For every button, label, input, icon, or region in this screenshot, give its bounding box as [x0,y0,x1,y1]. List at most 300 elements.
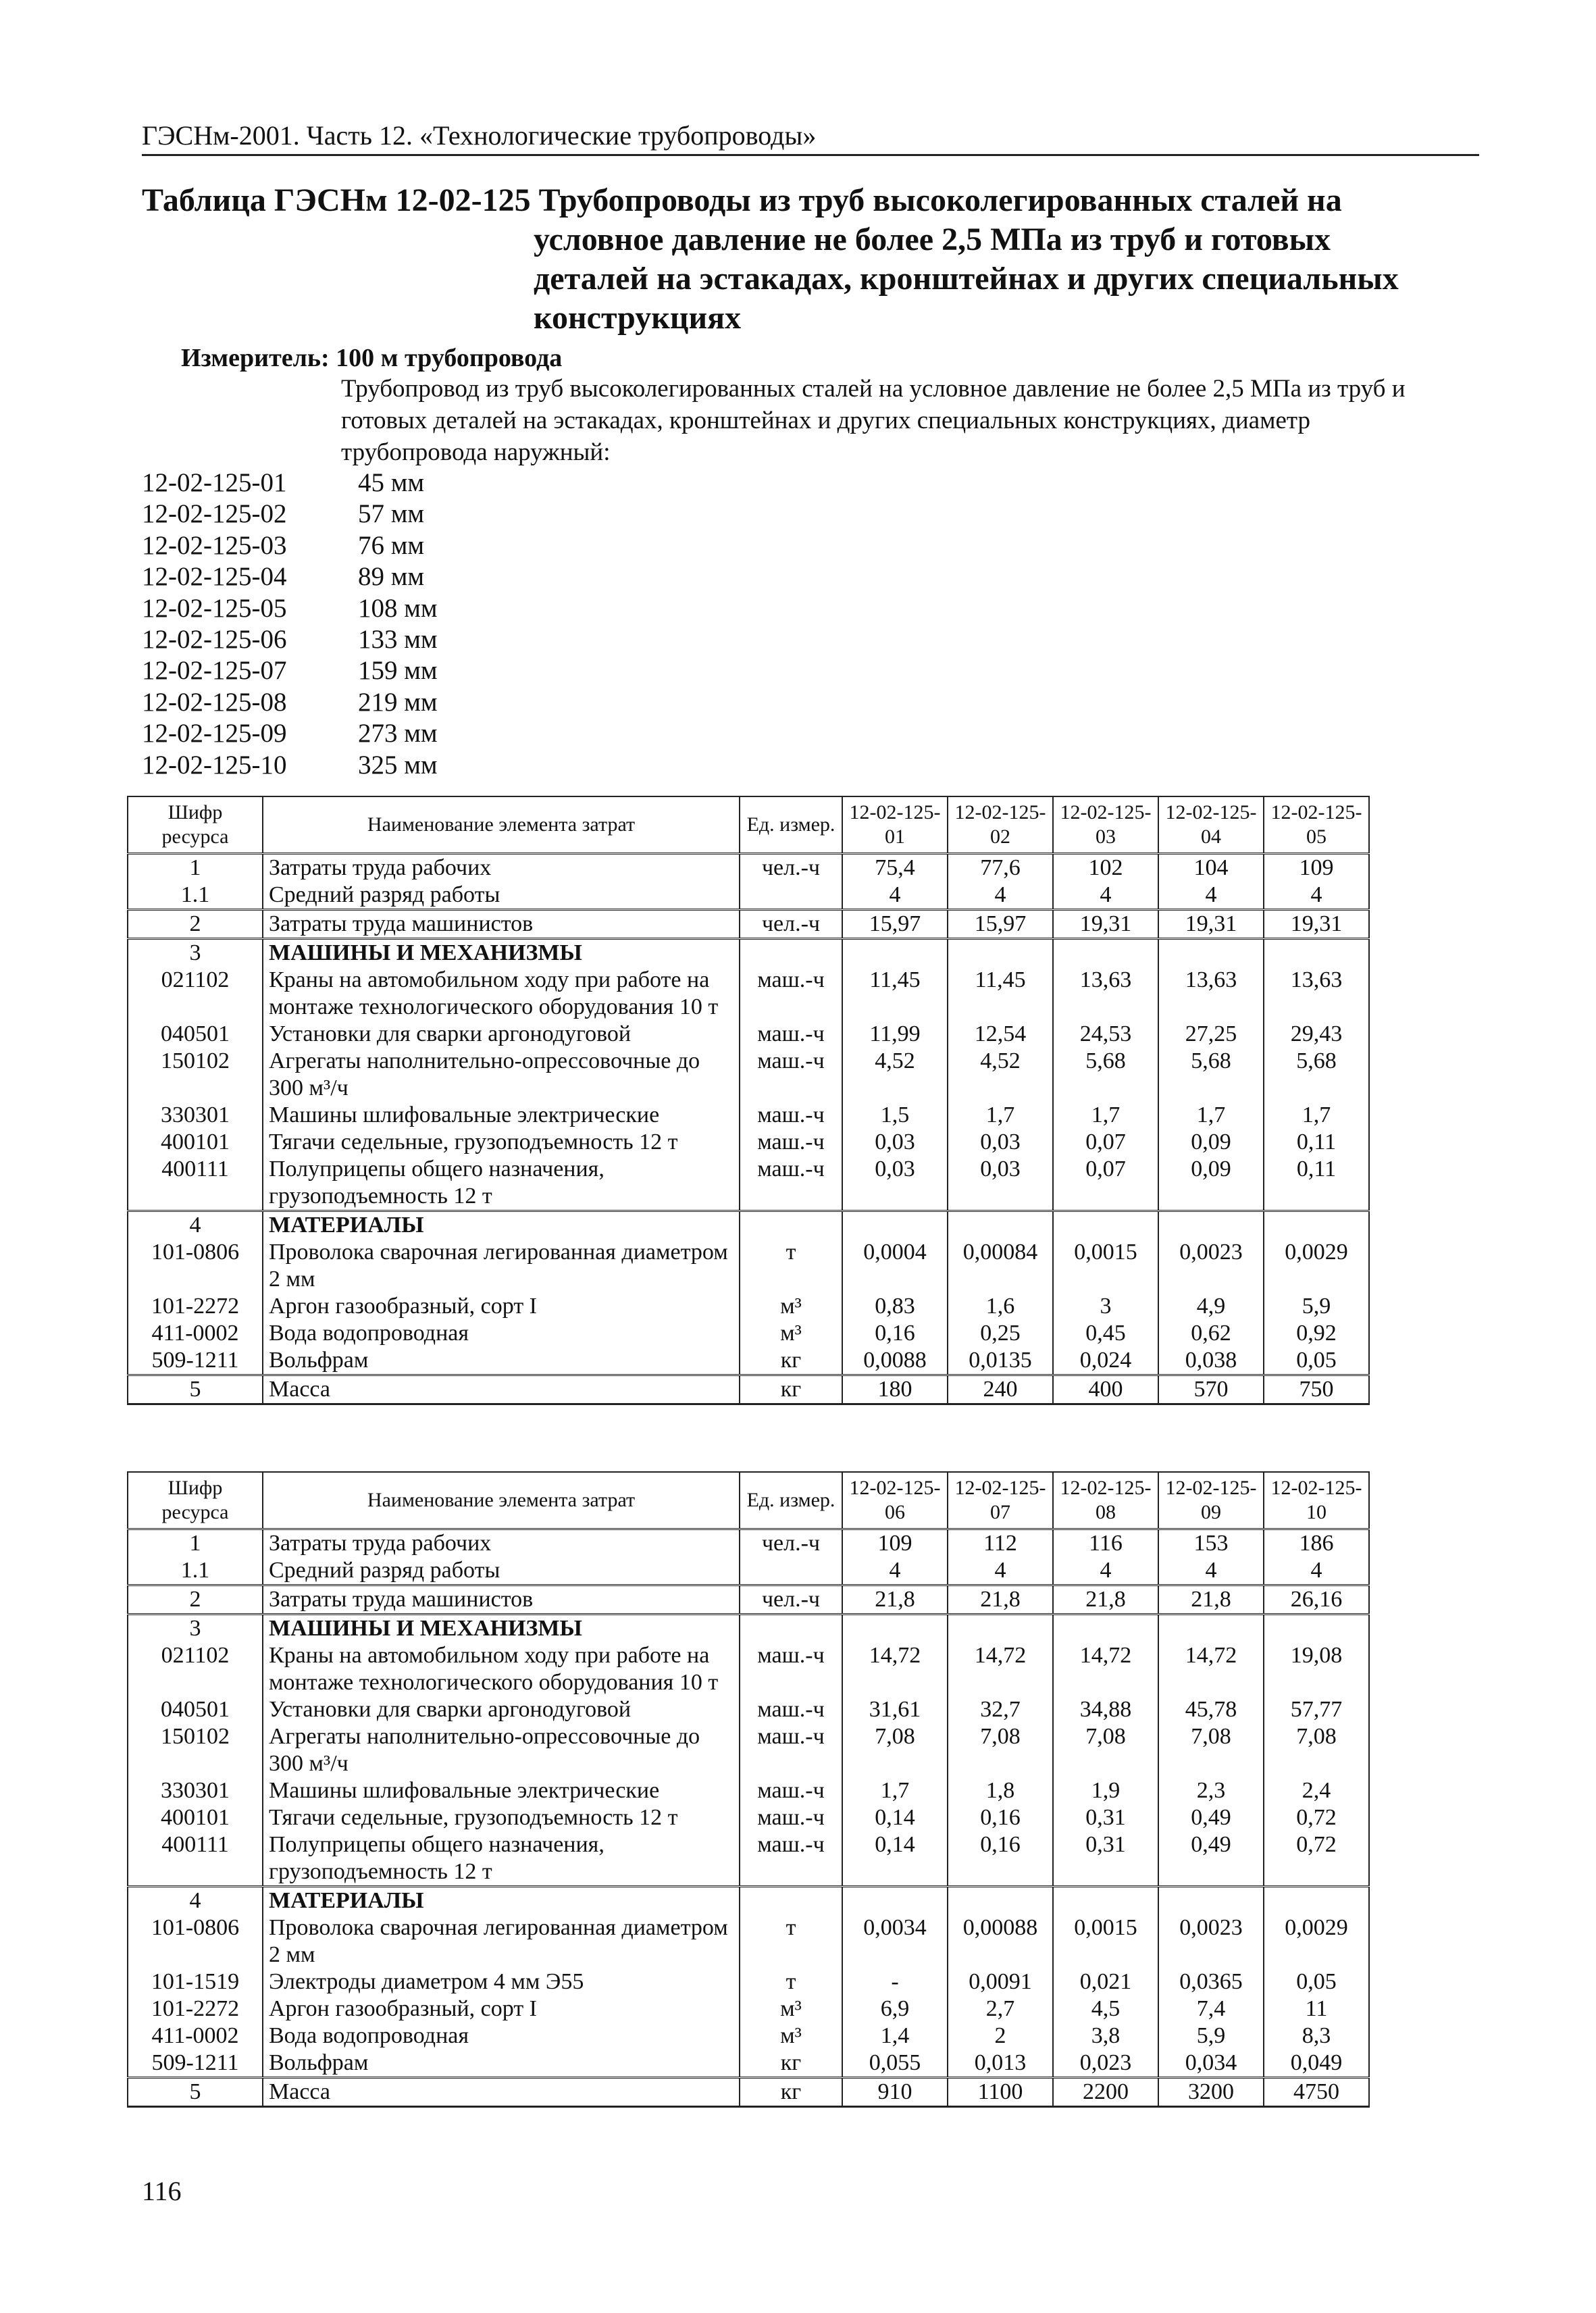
table-row [128,1914,1369,1968]
cost-element-name: МАШИНЫ И МЕХАНИЗМЫ [263,1615,740,1643]
norm-value: 0,034 [1158,2050,1264,2078]
norm-value: 0,03 [948,1129,1053,1156]
resource-code: 400111 [128,1831,263,1887]
cost-element-name: Средний разряд работы [263,882,740,910]
unit: м³ [740,2023,842,2050]
table-row [128,1156,1369,1211]
table-row [128,2050,1369,2078]
table-row [128,1347,1369,1375]
resource-code: 1 [128,854,263,882]
norm-value: 0,0023 [1158,1914,1264,1968]
resource-code: 4 [128,1211,263,1240]
table-row [128,2023,1369,2050]
norm-value: 1,7 [948,1102,1053,1129]
resource-code: 101-2272 [128,1293,263,1320]
header-unit: Ед. измер. [740,796,842,854]
table-row [128,1021,1369,1048]
norm-value: 1,7 [1264,1102,1369,1129]
code-id: 12-02-125-10 [142,750,287,780]
code-id: 12-02-125-06 [142,625,287,655]
header-unit: Ед. измер. [740,1472,842,1529]
cost-element-name: Вольфрам [263,2050,740,2078]
norm-value: 0,0015 [1053,1239,1158,1293]
unit: м³ [740,1293,842,1320]
code-list-item [142,593,493,624]
code-id: 12-02-125-02 [142,499,287,529]
resource-code: 021102 [128,967,263,1021]
pipe-diameter: 273 мм [358,719,438,748]
cost-element-name: Затраты труда рабочих [263,854,740,882]
resource-code: 411-0002 [128,2023,263,2050]
unit: маш.-ч [740,1831,842,1887]
code-id: 12-02-125-05 [142,593,287,623]
norm-value: 15,97 [842,910,948,939]
running-header: ГЭСНм-2001. Часть 12. «Технологические трубопроводы» [142,120,1479,156]
norm-value [1158,1615,1264,1643]
table-row [128,1375,1369,1404]
resource-code: 150102 [128,1723,263,1777]
resource-code: 101-0806 [128,1239,263,1293]
norm-value: 1,7 [1158,1102,1264,1129]
norm-value: 0,0023 [1158,1239,1264,1293]
cost-element-name: Масса [263,1375,740,1404]
code-list-item [142,467,493,499]
unit: кг [740,1375,842,1404]
norm-value: 0,31 [1053,1831,1158,1887]
unit: маш.-ч [740,1021,842,1048]
norm-value: 11,45 [948,967,1053,1021]
resource-code: 4 [128,1887,263,1915]
pipe-diameter: 89 мм [358,562,425,592]
norm-value: 11 [1264,1996,1369,2023]
norm-value: 15,97 [948,910,1053,939]
norm-value: 4 [948,1557,1053,1585]
resource-code: 2 [128,910,263,939]
norm-value: 4 [1264,882,1369,910]
header-col: 12-02-125-01 [842,796,948,854]
code-list-item [142,750,493,781]
table-row [128,1996,1369,2023]
resource-code: 101-0806 [128,1914,263,1968]
norm-value: 7,08 [1264,1723,1369,1777]
resource-code: 2 [128,1585,263,1615]
cost-element-name: Электроды диаметром 4 мм Э55 [263,1968,740,1996]
norm-value: 24,53 [1053,1021,1158,1048]
unit: маш.-ч [740,1102,842,1129]
resource-table-2 [127,1471,1370,2108]
resource-code: 400101 [128,1129,263,1156]
cost-element-name: Затраты труда рабочих [263,1529,740,1558]
cost-element-name: МАТЕРИАЛЫ [263,1887,740,1915]
norm-value: 1100 [948,2078,1053,2107]
norm-value: 0,03 [842,1129,948,1156]
norm-value: 4,52 [842,1048,948,1102]
norm-value: 13,63 [1053,967,1158,1021]
header-col: 12-02-125-10 [1264,1472,1369,1529]
norm-value: 0,0015 [1053,1914,1158,1968]
table-header-row [128,796,1369,854]
norm-value: 570 [1158,1375,1264,1404]
title-line-2: условное давление не более 2,5 МПа из труб и готовых [534,222,1331,257]
norm-value: 5,9 [1158,2023,1264,2050]
code-id: 12-02-125-04 [142,562,287,592]
norm-value: 102 [1053,854,1158,882]
unit: маш.-ч [740,1129,842,1156]
pipe-diameter: 133 мм [358,625,438,655]
pipe-diameter: 325 мм [358,750,438,780]
resource-code: 330301 [128,1102,263,1129]
table-row [128,1211,1369,1240]
norm-value: 4 [1053,1557,1158,1585]
norm-value [842,1615,948,1643]
norm-value [948,1615,1053,1643]
norm-value: 0,0029 [1264,1239,1369,1293]
norm-value: 0,0365 [1158,1968,1264,1996]
code-list-item [142,561,493,592]
norm-value: 4,9 [1158,1293,1264,1320]
norm-value: 3 [1053,1293,1158,1320]
cost-element-name: Краны на автомобильном ходу при работе на монтаже технологического оборудования 10 т [263,967,740,1021]
norm-value: 0,31 [1053,1804,1158,1831]
unit [740,1887,842,1915]
norm-value: 14,72 [948,1642,1053,1696]
norm-value: 0,0034 [842,1914,948,1968]
cost-element-name: Полуприцепы общего назначения, грузоподъемность 12 т [263,1831,740,1887]
norm-value: 0,16 [948,1831,1053,1887]
norm-value: 1,8 [948,1777,1053,1804]
norm-value: 7,4 [1158,1996,1264,2023]
code-list-item [142,499,493,530]
norm-value: 0,03 [948,1156,1053,1211]
norm-value: 0,09 [1158,1156,1264,1211]
norm-value: 0,62 [1158,1320,1264,1347]
norm-value: 4 [1158,1557,1264,1585]
norm-value: 0,11 [1264,1156,1369,1211]
table-row [128,1129,1369,1156]
norm-value: 1,7 [842,1777,948,1804]
norm-value [842,1887,948,1915]
unit: маш.-ч [740,1642,842,1696]
unit: кг [740,2050,842,2078]
table-row [128,967,1369,1021]
unit: маш.-ч [740,967,842,1021]
table-row [128,1887,1369,1915]
norm-value [1158,939,1264,967]
norm-value [948,1211,1053,1240]
norm-value: 1,7 [1053,1102,1158,1129]
norm-value [842,939,948,967]
table-row [128,1777,1369,1804]
norm-value: 0,023 [1053,2050,1158,2078]
norm-value: 0,14 [842,1831,948,1887]
norm-value: 11,99 [842,1021,948,1048]
header-name: Наименование элемента затрат [263,1472,740,1529]
norm-value: 0,83 [842,1293,948,1320]
norm-value: 0,055 [842,2050,948,2078]
norm-value [1264,1887,1369,1915]
norm-value: 0,25 [948,1320,1053,1347]
cost-element-name: Установки для сварки аргонодуговой [263,1021,740,1048]
cost-element-name: Вольфрам [263,1347,740,1375]
norm-value: 0,05 [1264,1347,1369,1375]
norm-value: 104 [1158,854,1264,882]
pipe-diameter: 45 мм [358,468,425,497]
table-row [128,910,1369,939]
norm-value: 13,63 [1264,967,1369,1021]
norm-value: 4 [948,882,1053,910]
norm-value: 3200 [1158,2078,1264,2107]
unit: маш.-ч [740,1804,842,1831]
norm-value: 0,92 [1264,1320,1369,1347]
norm-value: 2200 [1053,2078,1158,2107]
code-list [142,467,493,781]
norm-value: 910 [842,2078,948,2107]
norm-value [1053,1615,1158,1643]
table-row [128,1293,1369,1320]
resource-code: 021102 [128,1642,263,1696]
norm-value [1053,1211,1158,1240]
table-row [128,882,1369,910]
page-number: 116 [142,2176,182,2206]
header-col: 12-02-125-09 [1158,1472,1264,1529]
header-name: Наименование элемента затрат [263,796,740,854]
norm-value: 0,0004 [842,1239,948,1293]
norm-value: 7,08 [842,1723,948,1777]
norm-value: 109 [842,1529,948,1558]
norm-value: 0,07 [1053,1129,1158,1156]
norm-value: 2,4 [1264,1777,1369,1804]
norm-value: 0,11 [1264,1129,1369,1156]
norm-value: 0,49 [1158,1831,1264,1887]
resource-code: 509-1211 [128,2050,263,2078]
resource-code: 5 [128,1375,263,1404]
norm-value: 31,61 [842,1696,948,1723]
cost-element-name: Машины шлифовальные электрические [263,1777,740,1804]
norm-value: 14,72 [1158,1642,1264,1696]
pipe-diameter: 76 мм [358,530,425,560]
resource-code: 400111 [128,1156,263,1211]
norm-value [1053,1887,1158,1915]
table-row [128,1320,1369,1347]
cost-element-name: Краны на автомобильном ходу при работе на монтаже технологического оборудования 10 т [263,1642,740,1696]
norm-value: 14,72 [1053,1642,1158,1696]
norm-value: 2,7 [948,1996,1053,2023]
norm-value: 1,5 [842,1102,948,1129]
resource-code: 1.1 [128,1557,263,1585]
table-row [128,1529,1369,1558]
norm-value: 57,77 [1264,1696,1369,1723]
header-col: 12-02-125-04 [1158,796,1264,854]
norm-value: 4750 [1264,2078,1369,2107]
norm-value: 0,16 [842,1320,948,1347]
norm-value: 0,013 [948,2050,1053,2078]
cost-element-name: Агрегаты наполнительно-опрессовочные до 300 м³/ч [263,1048,740,1102]
norm-value: 0,03 [842,1156,948,1211]
norm-value: 29,43 [1264,1021,1369,1048]
cost-element-name: МАШИНЫ И МЕХАНИЗМЫ [263,939,740,967]
unit: маш.-ч [740,1696,842,1723]
norm-value: 77,6 [948,854,1053,882]
resource-code: 3 [128,939,263,967]
norm-value: 0,09 [1158,1129,1264,1156]
table-row [128,1048,1369,1102]
table-row [128,1968,1369,1996]
cost-element-name: Вода водопроводная [263,2023,740,2050]
norm-value: 0,00084 [948,1239,1053,1293]
unit: маш.-ч [740,1048,842,1102]
table-row [128,1239,1369,1293]
norm-value: 21,8 [1158,1585,1264,1615]
cost-element-name: Аргон газообразный, сорт I [263,1293,740,1320]
table-row [128,1804,1369,1831]
norm-value: 27,25 [1158,1021,1264,1048]
norm-value: 4 [1158,882,1264,910]
header-col: 12-02-125-08 [1053,1472,1158,1529]
norm-value: 0,0091 [948,1968,1053,1996]
norm-value [842,1211,948,1240]
resource-code: 400101 [128,1804,263,1831]
norm-value [1053,939,1158,967]
cost-element-name: МАТЕРИАЛЫ [263,1211,740,1240]
norm-value: 4,5 [1053,1996,1158,2023]
pipe-diameter: 159 мм [358,656,438,686]
resource-table-1 [127,796,1370,1405]
unit [740,939,842,967]
norm-value: 26,16 [1264,1585,1369,1615]
norm-value: 4 [1264,1557,1369,1585]
unit: кг [740,2078,842,2107]
resource-code: 5 [128,2078,263,2107]
norm-value [948,1887,1053,1915]
unit: чел.-ч [740,854,842,882]
norm-value: 21,8 [842,1585,948,1615]
norm-value: 1,6 [948,1293,1053,1320]
code-id: 12-02-125-01 [142,468,287,497]
pipe-diameter: 57 мм [358,499,425,529]
norm-value: 34,88 [1053,1696,1158,1723]
code-id: 12-02-125-08 [142,687,287,717]
norm-value: 180 [842,1375,948,1404]
unit: м³ [740,1996,842,2023]
header-code: Шифр ресурса [128,796,263,854]
norm-value: 7,08 [948,1723,1053,1777]
norm-value: 45,78 [1158,1696,1264,1723]
norm-value: 5,68 [1264,1048,1369,1102]
header-col: 12-02-125-07 [948,1472,1053,1529]
code-list-item [142,687,493,718]
norm-value: 0,024 [1053,1347,1158,1375]
resource-code: 040501 [128,1696,263,1723]
norm-value [1264,1211,1369,1240]
resource-code: 411-0002 [128,1320,263,1347]
norm-value: 240 [948,1375,1053,1404]
cost-element-name: Затраты труда машинистов [263,910,740,939]
norm-value: 13,63 [1158,967,1264,1021]
cost-element-name: Тягачи седельные, грузоподъемность 12 т [263,1129,740,1156]
cost-element-name: Установки для сварки аргонодуговой [263,1696,740,1723]
code-list-item [142,624,493,655]
cost-element-name: Средний разряд работы [263,1557,740,1585]
unit: кг [740,1347,842,1375]
norm-value: 0,00088 [948,1914,1053,1968]
table-title [142,181,1479,338]
norm-value: 0,0088 [842,1347,948,1375]
norm-value: 11,45 [842,967,948,1021]
norm-value: 153 [1158,1529,1264,1558]
code-list-item [142,718,493,749]
intro-text: Трубопровод из труб высоколегированных сталей на условное давление не более 2,5 МПа из труб и готовых деталей на эстакадах, кронштейнах и других специальных конструкциях, диаметр трубопровода наружный: [341,375,1406,466]
norm-value: 750 [1264,1375,1369,1404]
norm-value: 109 [1264,854,1369,882]
norm-value: 0,07 [1053,1156,1158,1211]
norm-value: 5,9 [1264,1293,1369,1320]
title-line-4: конструкциях [534,300,742,336]
norm-value: 0,16 [948,1804,1053,1831]
norm-value: 0,49 [1158,1804,1264,1831]
table-row [128,1585,1369,1615]
cost-element-name: Проволока сварочная легированная диаметром 2 мм [263,1239,740,1293]
norm-value: 0,05 [1264,1968,1369,1996]
cost-element-name: Масса [263,2078,740,2107]
norm-value: 0,72 [1264,1804,1369,1831]
cost-element-name: Аргон газообразный, сорт I [263,1996,740,2023]
unit: маш.-ч [740,1156,842,1211]
norm-value: - [842,1968,948,1996]
cost-element-name: Полуприцепы общего назначения, грузоподъемность 12 т [263,1156,740,1211]
header-col: 12-02-125-06 [842,1472,948,1529]
table-header-row [128,1472,1369,1529]
norm-value: 116 [1053,1529,1158,1558]
norm-value: 400 [1053,1375,1158,1404]
table-row [128,1831,1369,1887]
norm-value: 19,08 [1264,1642,1369,1696]
cost-element-name: Агрегаты наполнительно-опрессовочные до 300 м³/ч [263,1723,740,1777]
pipe-diameter: 219 мм [358,687,438,717]
norm-value: 14,72 [842,1642,948,1696]
norm-value [1158,1211,1264,1240]
norm-value: 2,3 [1158,1777,1264,1804]
header-col: 12-02-125-03 [1053,796,1158,854]
measure-unit: Измеритель: 100 м трубопровода [181,344,563,372]
norm-value [1264,1615,1369,1643]
unit [740,1557,842,1585]
norm-value: 19,31 [1158,910,1264,939]
norm-value: 0,0029 [1264,1914,1369,1968]
unit: т [740,1914,842,1968]
norm-value: 12,54 [948,1021,1053,1048]
table-row [128,854,1369,882]
resource-code: 1.1 [128,882,263,910]
cost-element-name: Проволока сварочная легированная диаметром 2 мм [263,1914,740,1968]
cost-element-name: Вода водопроводная [263,1320,740,1347]
resource-code: 101-2272 [128,1996,263,2023]
code-id: 12-02-125-03 [142,530,287,560]
norm-value: 0,049 [1264,2050,1369,2078]
header-col: 12-02-125-05 [1264,796,1369,854]
norm-value: 19,31 [1264,910,1369,939]
resource-code: 509-1211 [128,1347,263,1375]
table-row [128,2078,1369,2107]
unit: т [740,1239,842,1293]
unit [740,1615,842,1643]
resource-code: 101-1519 [128,1968,263,1996]
unit: м³ [740,1320,842,1347]
norm-value [1264,939,1369,967]
unit: маш.-ч [740,1723,842,1777]
norm-value: 0,14 [842,1804,948,1831]
norm-value: 0,038 [1158,1347,1264,1375]
norm-value: 8,3 [1264,2023,1369,2050]
